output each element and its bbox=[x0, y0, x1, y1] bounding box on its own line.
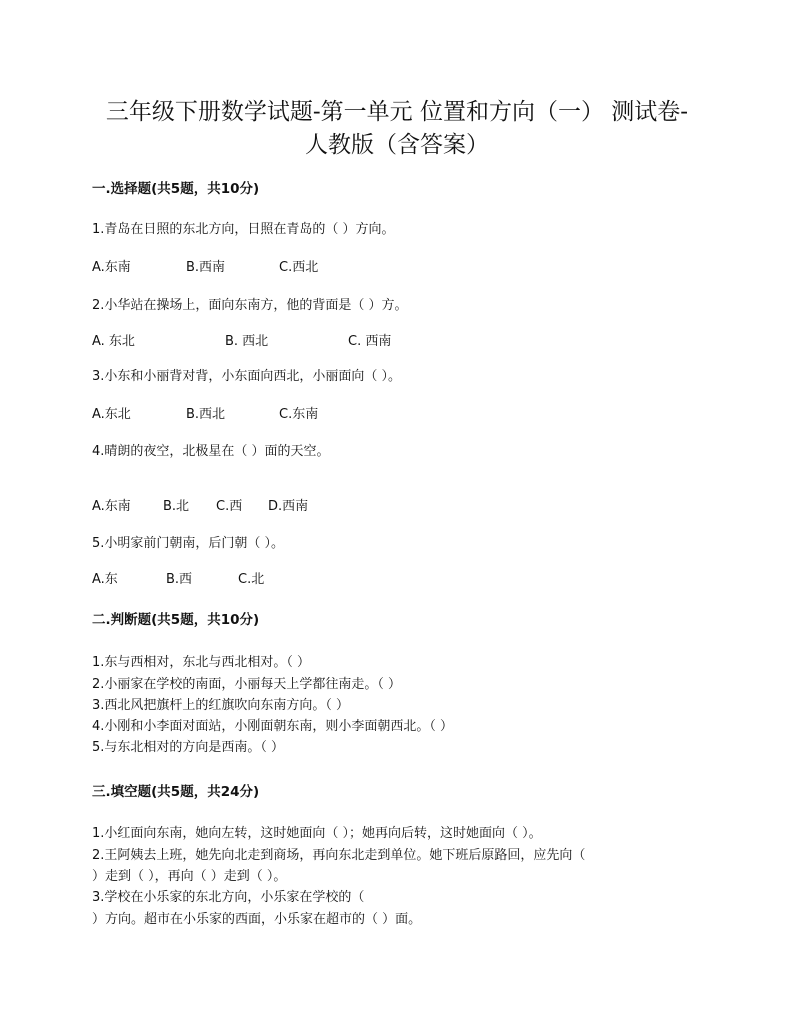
answer-option: A. 东北 bbox=[92, 334, 135, 349]
answer-option: B.西 bbox=[166, 572, 193, 587]
answer-option: B.西北 bbox=[186, 407, 226, 422]
section-heading-choice: 一.选择题(共5题，共10分) bbox=[92, 181, 260, 197]
question-text: 4.晴朗的夜空，北极星在（ ）面的天空。 bbox=[92, 444, 330, 459]
fill-blank-line: ）走到（ ），再向（ ）走到（ ）。 bbox=[92, 869, 287, 884]
answer-option: A.东南 bbox=[92, 260, 131, 275]
answer-option: B.西南 bbox=[186, 260, 226, 275]
answer-option: C.西 bbox=[216, 499, 243, 514]
question-text: 1.青岛在日照的东北方向，日照在青岛的（ ）方向。 bbox=[92, 222, 395, 237]
answer-option: B.北 bbox=[163, 499, 190, 514]
statement-line: 2.小丽家在学校的南面，小丽每天上学都往南走。（ ） bbox=[92, 677, 402, 692]
answer-option: C.东南 bbox=[279, 407, 319, 422]
answer-option: A.东 bbox=[92, 572, 118, 587]
answer-option: B. 西北 bbox=[225, 334, 269, 349]
fill-blank-line: 3.学校在小乐家的东北方向，小乐家在学校的（ bbox=[92, 890, 365, 905]
question-text: 5.小明家前门朝南，后门朝（ ）。 bbox=[92, 536, 285, 551]
statement-line: 4.小刚和小李面对面站，小刚面朝东南，则小李面朝西北。（ ） bbox=[92, 719, 454, 734]
answer-option: A.东南 bbox=[92, 499, 131, 514]
section-heading-judgement: 二.判断题(共5题，共10分) bbox=[92, 612, 260, 628]
answer-option: A.东北 bbox=[92, 407, 131, 422]
answer-option: C.西北 bbox=[279, 260, 319, 275]
fill-blank-line: 1.小红面向东南，她向左转，这时她面向（ ）；她再向后转，这时她面向（ ）。 bbox=[92, 826, 542, 841]
statement-line: 1.东与西相对，东北与西北相对。（ ） bbox=[92, 655, 311, 670]
document-title-line-1: 三年级下册数学试题-第一单元 位置和方向（一） 测试卷- bbox=[105, 99, 689, 125]
question-text: 2.小华站在操场上，面向东南方，他的背面是（ ）方。 bbox=[92, 298, 408, 313]
statement-line: 3.西北风把旗杆上的红旗吹向东南方向。（ ） bbox=[92, 698, 350, 713]
question-text: 3.小东和小丽背对背，小东面向西北，小丽面向（ ）。 bbox=[92, 369, 402, 384]
document-title-line-2: 人教版（含答案） bbox=[305, 132, 489, 158]
answer-option: C.北 bbox=[238, 572, 265, 587]
answer-option: C. 西南 bbox=[348, 334, 392, 349]
fill-blank-line: ）方向。超市在小乐家的西面，小乐家在超市的（ ）面。 bbox=[92, 912, 422, 927]
answer-option: D.西南 bbox=[268, 499, 309, 514]
fill-blank-line: 2.王阿姨去上班，她先向北走到商场，再向东北走到单位。她下班后原路回，应先向（ bbox=[92, 848, 586, 863]
section-heading-fill-blank: 三.填空题(共5题，共24分) bbox=[92, 784, 260, 800]
statement-line: 5.与东北相对的方向是西南。（ ） bbox=[92, 740, 285, 755]
